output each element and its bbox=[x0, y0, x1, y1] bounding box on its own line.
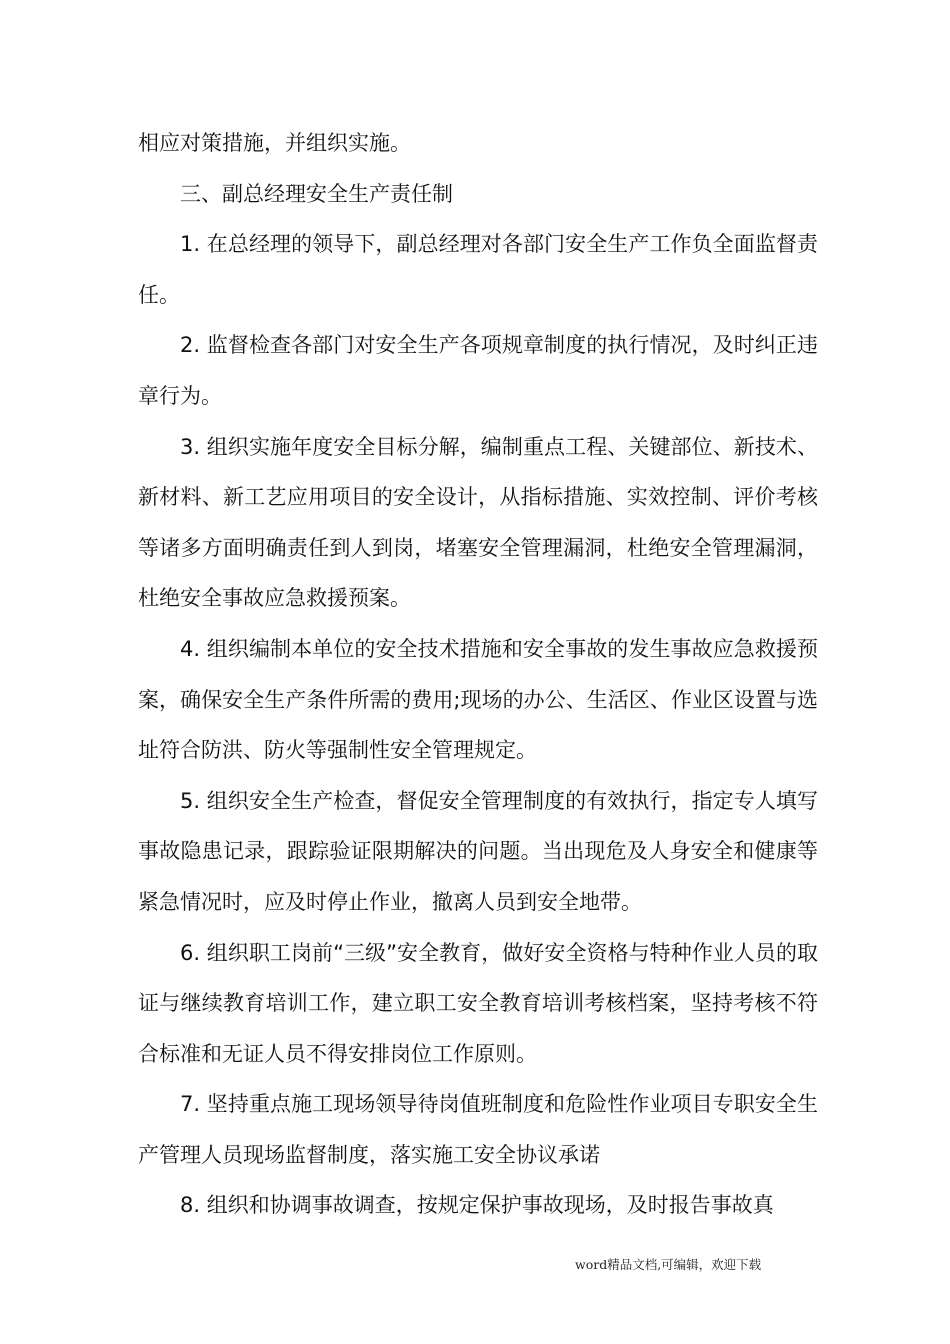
footer-note: word精品文档,可编辑，欢迎下载 bbox=[575, 1257, 762, 1272]
paragraph-item-5: 5. 组织安全生产检查，督促安全管理制度的有效执行，指定专人填写事故隐患记录，跟踪验证限期解决的问题。当出现危及人身安全和健康等紧急情况时，应及时停止作业，撤离人员到安全地带。 bbox=[138, 788, 818, 914]
section-heading: 三、副总经理安全生产责任制 bbox=[180, 181, 453, 206]
paragraph-item-4: 4. 组织编制本单位的安全技术措施和安全事故的发生事故应急救援预案，确保安全生产条件所需的费用;现场的办公、生活区、作业区设置与选址符合防洪、防火等强制性安全管理规定。 bbox=[138, 636, 818, 763]
document-body bbox=[138, 118, 818, 1231]
paragraph-item-3: 3. 组织实施年度安全目标分解，编制重点工程、关键部位、新技术、新材料、新工艺应用项目的安全设计，从指标措施、实效控制、评价考核等诸多方面明确责任到人到岗，堵塞安全管理漏洞，杜绝安全管理漏洞，杜绝安全事故应急救援预案。 bbox=[138, 434, 818, 611]
paragraph-item-8: 8. 组织和协调事故调查，按规定保护事故现场，及时报告事故真 bbox=[180, 1193, 774, 1218]
paragraph-item-1: 1. 在总经理的领导下，副总经理对各部门安全生产工作负全面监督责任。 bbox=[138, 232, 818, 307]
paragraph-item-7: 7. 坚持重点施工现场领导待岗值班制度和危险性作业项目专职安全生产管理人员现场监督制度，落实施工安全协议承诺 bbox=[138, 1092, 818, 1167]
paragraph-item-6: 6. 组织职工岗前“三级”安全教育，做好安全资格与特种作业人员的取证与继续教育培训工作，建立职工安全教育培训考核档案，坚持考核不符合标准和无证人员不得安排岗位工作原则。 bbox=[138, 940, 818, 1066]
paragraph-1: 相应对策措施，并组织实施。 bbox=[138, 131, 411, 155]
paragraph-item-2: 2. 监督检查各部门对安全生产各项规章制度的执行情况，及时纠正违章行为。 bbox=[138, 333, 818, 408]
